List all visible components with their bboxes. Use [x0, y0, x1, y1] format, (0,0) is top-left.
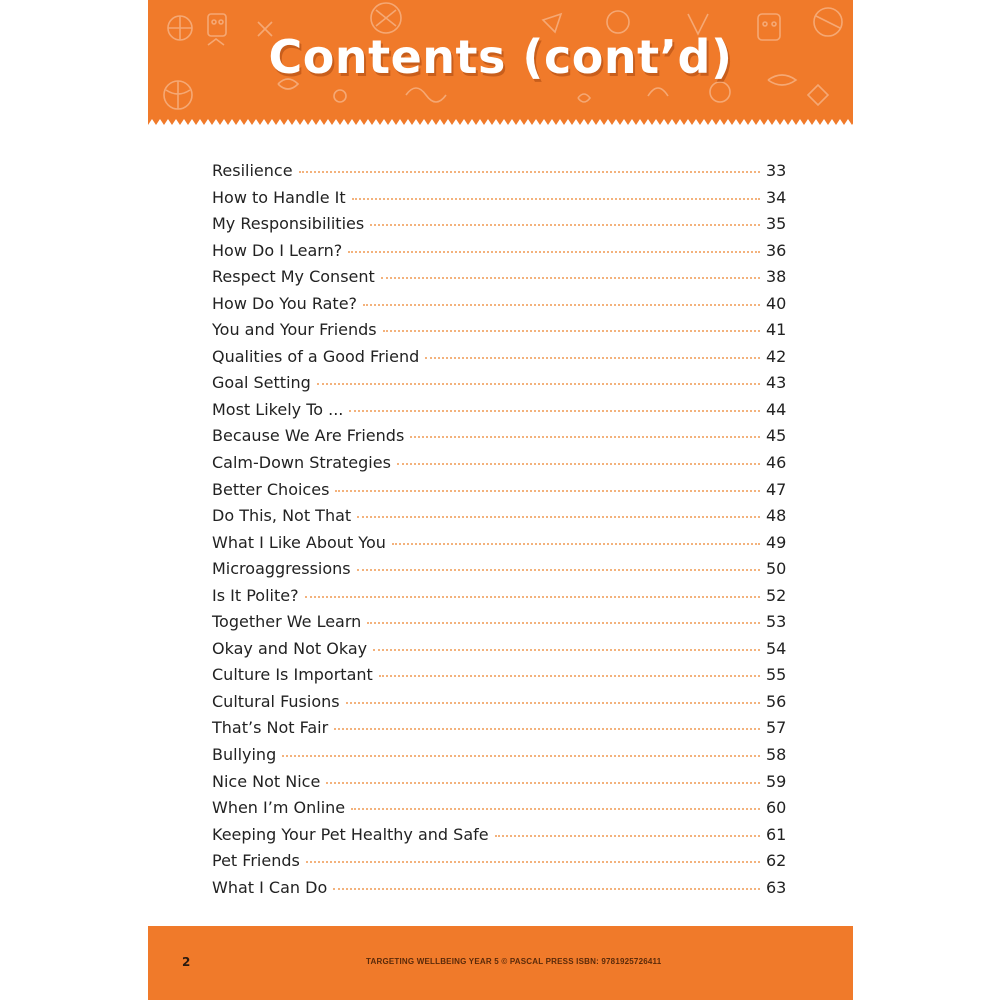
- toc-entry: [212, 214, 792, 241]
- toc-entry: [212, 851, 792, 878]
- toc-entry-page: 60: [766, 798, 787, 818]
- toc-entry-title: Do This, Not That: [212, 506, 352, 526]
- dot-leader: [363, 304, 760, 306]
- dot-leader: [333, 888, 760, 890]
- dot-leader: [349, 410, 760, 412]
- footer-copyright: TARGETING WELLBEING YEAR 5 © PASCAL PRESS ISBN: 9781925726411: [366, 957, 662, 966]
- toc-entry-page: 47: [766, 479, 787, 499]
- toc-entry: [212, 533, 792, 560]
- toc-entry-title: What I Can Do: [212, 877, 328, 897]
- toc-entry-page: 52: [766, 585, 787, 605]
- dot-leader: [348, 251, 760, 253]
- toc-entry-page: 54: [766, 638, 787, 658]
- dot-leader: [425, 357, 760, 359]
- toc-entry-page: 34: [766, 187, 787, 207]
- toc-entry: [212, 294, 792, 321]
- toc-entry: [212, 480, 792, 507]
- toc-entry-page: 33: [766, 161, 787, 180]
- toc-entry: [212, 878, 792, 905]
- toc-entry-title: Culture Is Important: [212, 665, 373, 685]
- dot-leader: [383, 330, 760, 332]
- toc-entry-title: Okay and Not Okay: [212, 638, 368, 658]
- toc-entry-title: Because We Are Friends: [212, 426, 405, 446]
- toc-entry-title: How to Handle It: [212, 187, 346, 207]
- toc-entry-title: How Do I Learn?: [212, 240, 343, 260]
- toc-entry: [212, 241, 792, 268]
- dot-leader: [397, 463, 760, 465]
- toc-entry: [212, 772, 792, 799]
- toc-entry: [212, 665, 792, 692]
- dot-leader: [357, 516, 760, 518]
- toc-entry-page: 48: [766, 506, 787, 526]
- dot-leader: [305, 596, 760, 598]
- toc-entry-page: 49: [766, 532, 787, 552]
- toc-entry: [212, 718, 792, 745]
- toc-entry-page: 44: [766, 399, 787, 419]
- toc-entry: [212, 188, 792, 215]
- toc-entry-page: 35: [766, 214, 787, 234]
- toc-entry: [212, 639, 792, 666]
- dot-leader: [367, 622, 760, 624]
- toc-entry-title: That’s Not Fair: [212, 718, 329, 738]
- toc-entry: [212, 692, 792, 719]
- toc-entry-page: 55: [766, 665, 787, 685]
- zigzag-edge: [148, 119, 853, 128]
- dot-leader: [282, 755, 760, 757]
- toc-entry-title: When I’m Online: [212, 798, 346, 818]
- dot-leader: [357, 569, 760, 571]
- dot-leader: [334, 728, 760, 730]
- toc-entry: [212, 586, 792, 613]
- toc-entry: [212, 373, 792, 400]
- toc-entry-page: 56: [766, 691, 787, 711]
- dot-leader: [381, 277, 760, 279]
- toc-entry-title: Bullying: [212, 745, 277, 765]
- toc-entry-page: 46: [766, 453, 787, 473]
- dot-leader: [335, 490, 760, 492]
- dot-leader: [373, 649, 760, 651]
- dot-leader: [351, 808, 760, 810]
- toc-entry-page: 38: [766, 267, 787, 287]
- dot-leader: [299, 171, 760, 173]
- toc-entry: [212, 453, 792, 480]
- dot-leader: [495, 835, 760, 837]
- toc-entry-page: 53: [766, 612, 787, 632]
- dot-leader: [352, 198, 760, 200]
- dot-leader: [317, 383, 760, 385]
- toc-entry-title: Qualities of a Good Friend: [212, 346, 420, 366]
- dot-leader: [326, 782, 760, 784]
- page-number: 2: [182, 955, 191, 969]
- toc-entry-page: 43: [766, 373, 787, 393]
- toc-entry-title: Is It Polite?: [212, 585, 299, 605]
- toc-entry-page: 57: [766, 718, 787, 738]
- toc-entry-title: Nice Not Nice: [212, 771, 321, 791]
- toc-entry: [212, 267, 792, 294]
- dot-leader: [370, 224, 760, 226]
- dot-leader: [346, 702, 760, 704]
- toc-entry-title: Calm-Down Strategies: [212, 453, 391, 473]
- toc-entry: [212, 506, 792, 533]
- toc-entry-title: Keeping Your Pet Healthy and Safe: [212, 824, 489, 844]
- toc-entry: [212, 825, 792, 852]
- footer-bar: [148, 926, 853, 1000]
- toc-entry-title: Better Choices: [212, 479, 330, 499]
- toc-entry-page: 58: [766, 745, 787, 765]
- dot-leader: [306, 861, 760, 863]
- dot-leader: [379, 675, 760, 677]
- page-title: Contents (cont’d): [268, 30, 733, 84]
- toc-entry: [212, 612, 792, 639]
- table-of-contents: [212, 161, 792, 904]
- toc-entry-page: 40: [766, 293, 787, 313]
- header-banner: [148, 0, 853, 128]
- toc-entry: [212, 559, 792, 586]
- toc-entry-title: Most Likely To ...: [212, 399, 344, 419]
- toc-entry-title: What I Like About You: [212, 532, 386, 552]
- toc-entry: [212, 347, 792, 374]
- toc-entry-page: 50: [766, 559, 787, 579]
- toc-entry-page: 62: [766, 851, 787, 871]
- toc-entry-page: 36: [766, 240, 787, 260]
- toc-entry-title: Pet Friends: [212, 851, 300, 871]
- toc-entry: [212, 161, 792, 188]
- toc-entry-title: Goal Setting: [212, 373, 311, 393]
- toc-entry-title: You and Your Friends: [212, 320, 377, 340]
- toc-entry-page: 42: [766, 346, 787, 366]
- document-page: [148, 0, 853, 1000]
- toc-entry: [212, 400, 792, 427]
- dot-leader: [392, 543, 760, 545]
- toc-entry-title: Respect My Consent: [212, 267, 375, 287]
- toc-entry-page: 59: [766, 771, 787, 791]
- toc-entry-page: 63: [766, 877, 787, 897]
- toc-entry: [212, 745, 792, 772]
- toc-entry: [212, 798, 792, 825]
- toc-entry: [212, 320, 792, 347]
- toc-entry-title: Resilience: [212, 161, 293, 180]
- toc-entry-title: Together We Learn: [212, 612, 362, 632]
- toc-entry-title: My Responsibilities: [212, 214, 365, 234]
- toc-entry-page: 61: [766, 824, 787, 844]
- dot-leader: [410, 436, 760, 438]
- toc-entry-page: 45: [766, 426, 787, 446]
- toc-entry-page: 41: [766, 320, 787, 340]
- toc-entry-title: Cultural Fusions: [212, 691, 340, 711]
- toc-entry: [212, 426, 792, 453]
- toc-entry-title: Microaggressions: [212, 559, 351, 579]
- toc-entry-title: How Do You Rate?: [212, 293, 358, 313]
